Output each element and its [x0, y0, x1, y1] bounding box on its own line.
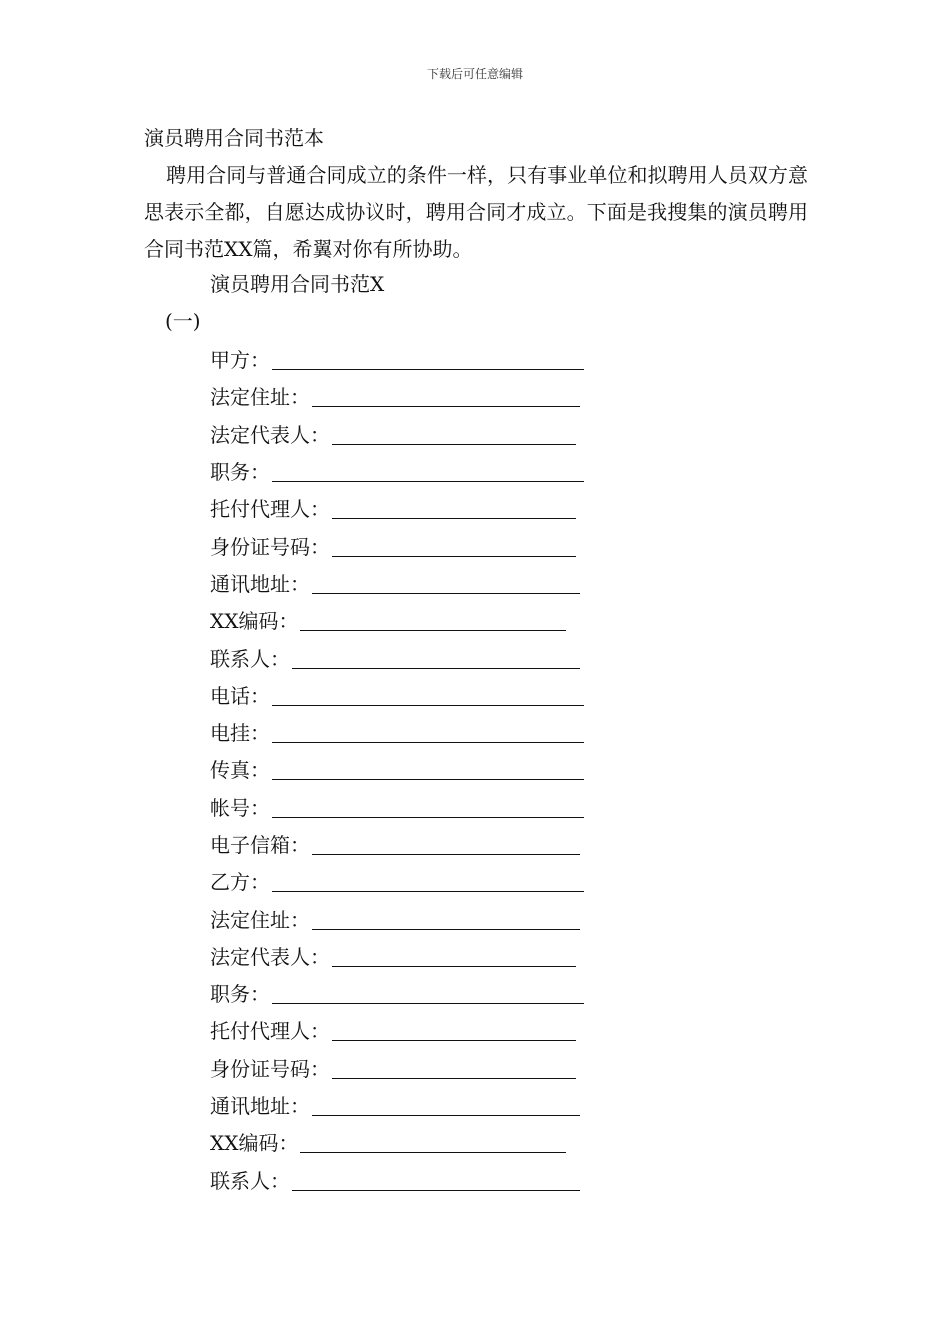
- fill-in-blank[interactable]: [272, 459, 584, 482]
- field-row: [210, 1049, 584, 1086]
- field-row: [210, 340, 584, 377]
- fill-in-blank[interactable]: [312, 832, 580, 855]
- field-label: 托付代理人：: [210, 1019, 330, 1044]
- field-row: [210, 377, 584, 414]
- fill-in-blank[interactable]: [300, 1130, 566, 1153]
- field-label: 法定代表人：: [210, 944, 330, 969]
- fill-in-blank[interactable]: [332, 422, 576, 445]
- fill-in-blank[interactable]: [272, 981, 584, 1004]
- field-row: [210, 415, 584, 452]
- fill-in-blank[interactable]: [332, 1056, 576, 1079]
- field-row: [210, 788, 584, 825]
- field-row: [210, 713, 584, 750]
- field-row: [210, 899, 584, 936]
- fill-in-blank[interactable]: [332, 944, 576, 967]
- field-row: [210, 526, 584, 563]
- field-label: 法定住址：: [210, 385, 310, 410]
- fill-in-blank[interactable]: [312, 1093, 580, 1116]
- field-label: 身份证号码：: [210, 1056, 330, 1081]
- field-label: 甲方：: [210, 348, 270, 373]
- fill-in-blank[interactable]: [272, 720, 584, 743]
- field-label: 通讯地址：: [210, 571, 310, 596]
- field-label: 法定住址：: [210, 907, 310, 932]
- page-header-note: 下载后可任意编辑: [426, 67, 523, 81]
- field-row: [210, 676, 584, 713]
- field-label: XX编码：: [210, 1131, 299, 1156]
- field-label: 帐号：: [210, 795, 270, 820]
- field-label: 托付代理人：: [210, 497, 330, 522]
- field-row: [210, 825, 584, 862]
- field-row: [210, 1161, 584, 1198]
- field-row: [210, 452, 584, 489]
- fill-in-blank[interactable]: [312, 571, 580, 594]
- field-label: 乙方：: [210, 870, 270, 895]
- fill-in-blank[interactable]: [272, 869, 584, 892]
- field-label: 身份证号码：: [210, 534, 330, 559]
- field-row: [210, 638, 584, 675]
- field-row: [210, 937, 584, 974]
- field-label: 联系人：: [210, 1168, 290, 1193]
- field-label: 传真：: [210, 758, 270, 783]
- field-label: 职务：: [210, 460, 270, 485]
- fill-in-blank[interactable]: [312, 384, 580, 407]
- field-label: 联系人：: [210, 646, 290, 671]
- intro-paragraph: 聘用合同与普通合同成立的条件一样，只有事业单位和拟聘用人员双方意思表示全都，自愿达成协议时，聘用合同才成立。下面是我搜集的演员聘用合同书范XX篇，希翼对你有所协助。: [144, 163, 808, 261]
- field-label: XX编码：: [210, 609, 299, 634]
- contract-fields-list: [210, 340, 584, 1198]
- fill-in-blank[interactable]: [332, 496, 576, 519]
- section-title: 演员聘用合同书范X: [210, 272, 385, 296]
- field-row: [210, 750, 584, 787]
- field-label: 法定代表人：: [210, 422, 330, 447]
- field-row: [210, 974, 584, 1011]
- field-row: [210, 564, 584, 601]
- fill-in-blank[interactable]: [332, 1018, 576, 1041]
- field-label: 通讯地址：: [210, 1094, 310, 1119]
- fill-in-blank[interactable]: [292, 1168, 580, 1191]
- fill-in-blank[interactable]: [332, 534, 576, 557]
- fill-in-blank[interactable]: [272, 347, 584, 370]
- field-row: [210, 862, 584, 899]
- fill-in-blank[interactable]: [272, 757, 584, 780]
- fill-in-blank[interactable]: [300, 608, 566, 631]
- document-title: 演员聘用合同书范本: [144, 126, 324, 150]
- field-row: [210, 489, 584, 526]
- field-label: 电话：: [210, 683, 270, 708]
- field-row: [210, 1011, 584, 1048]
- fill-in-blank[interactable]: [292, 646, 580, 669]
- field-row: [210, 601, 584, 638]
- field-row: [210, 1123, 584, 1160]
- fill-in-blank[interactable]: [312, 907, 580, 930]
- fill-in-blank[interactable]: [272, 683, 584, 706]
- fill-in-blank[interactable]: [272, 795, 584, 818]
- field-label: 电挂：: [210, 721, 270, 746]
- section-number: (一): [165, 309, 201, 333]
- field-row: [210, 1086, 584, 1123]
- field-label: 职务：: [210, 982, 270, 1007]
- field-label: 电子信箱：: [210, 833, 310, 857]
